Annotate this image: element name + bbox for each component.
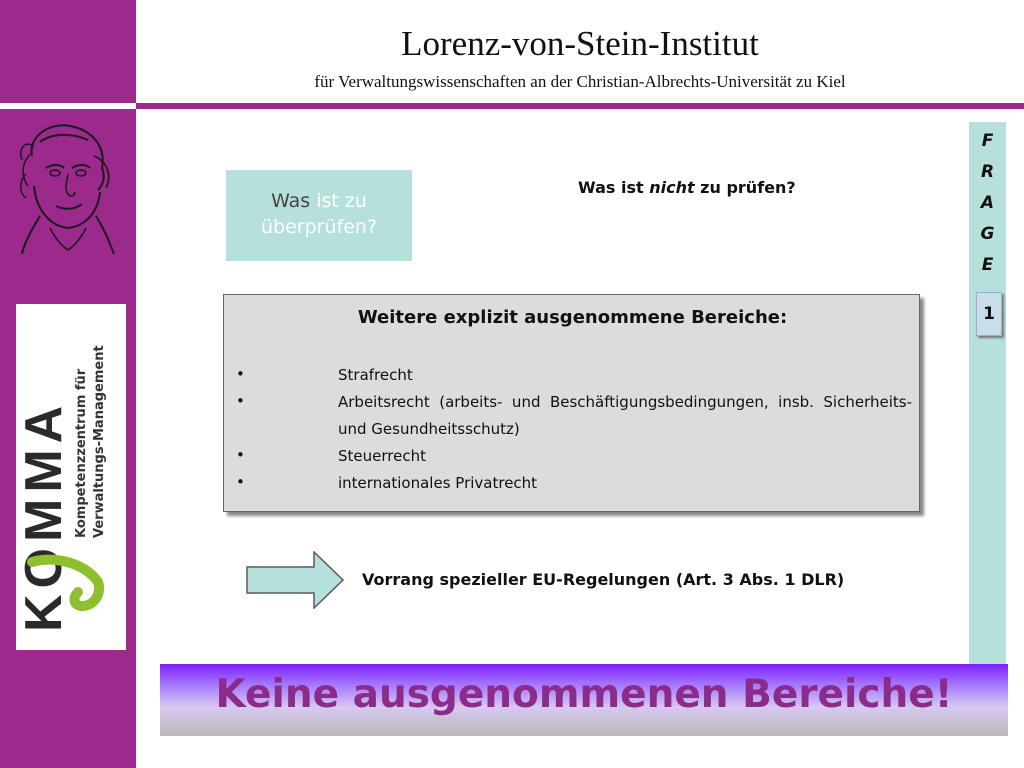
nicht-question-after: zu prüfen? <box>694 178 796 197</box>
institute-title: Lorenz-von-Stein-Institut <box>401 24 759 63</box>
vorrang-eu-regelungen: Vorrang spezieller EU-Regelungen (Art. 3 Abs. 1 DLR) <box>362 570 845 589</box>
conclusion-banner <box>160 664 1008 736</box>
komma-swirl-icon <box>24 552 104 612</box>
frage-column <box>969 122 1006 667</box>
frage-letter: G <box>980 224 995 244</box>
excluded-item-steuerrecht: Steuerrecht <box>338 447 426 465</box>
institute-subtitle: für Verwaltungswissenschaften an der Christian-Albrechts-Universität zu Kiel <box>314 72 846 91</box>
frage-letter: A <box>980 193 995 213</box>
bullet-marker: • <box>236 365 245 383</box>
nicht-question-before: Was ist <box>578 178 650 197</box>
bullet-marker: • <box>236 392 245 410</box>
frage-letter: F <box>981 131 994 151</box>
pruefen-word2: ist zu <box>316 190 367 212</box>
komma-wordmark: KOMMA <box>15 399 73 632</box>
pruefen-word1: Was <box>271 190 311 212</box>
bullet-marker: • <box>236 446 245 464</box>
sidebar-divider <box>0 103 136 109</box>
excluded-item-arbeitsrecht: Arbeitsrecht (arbeits- und Beschäftigungsbedingungen, insb. Sicherheits- und Gesundheitsschutz) <box>338 393 912 438</box>
portrait-sketch-icon <box>10 116 120 256</box>
nicht-pruefen-question <box>578 178 796 197</box>
bullet-marker: • <box>236 473 245 491</box>
komma-subtitle-line1: Kompetenzzentrum für <box>74 368 89 538</box>
frage-letter: E <box>981 255 994 275</box>
nicht-question-emphasis: nicht <box>649 178 695 197</box>
pruefen-question-box <box>226 170 412 261</box>
right-arrow-icon <box>246 551 344 609</box>
conclusion-text: Keine ausgenommenen Bereiche! <box>215 672 953 717</box>
excluded-areas-box <box>223 294 920 512</box>
header-underline <box>136 103 1024 109</box>
pruefen-line2: überprüfen? <box>260 216 378 238</box>
komma-subtitle-line2: Verwaltungs-Management <box>92 345 107 538</box>
excluded-item-strafrecht: Strafrecht <box>338 366 413 384</box>
frage-label <box>969 126 1006 281</box>
frage-letter: R <box>980 162 995 182</box>
excluded-item-privatrecht: internationales Privatrecht <box>338 474 538 492</box>
question-number-badge: 1 <box>976 292 1002 336</box>
excluded-areas-title: Weitere explizit ausgenommene Bereiche: <box>357 307 788 328</box>
